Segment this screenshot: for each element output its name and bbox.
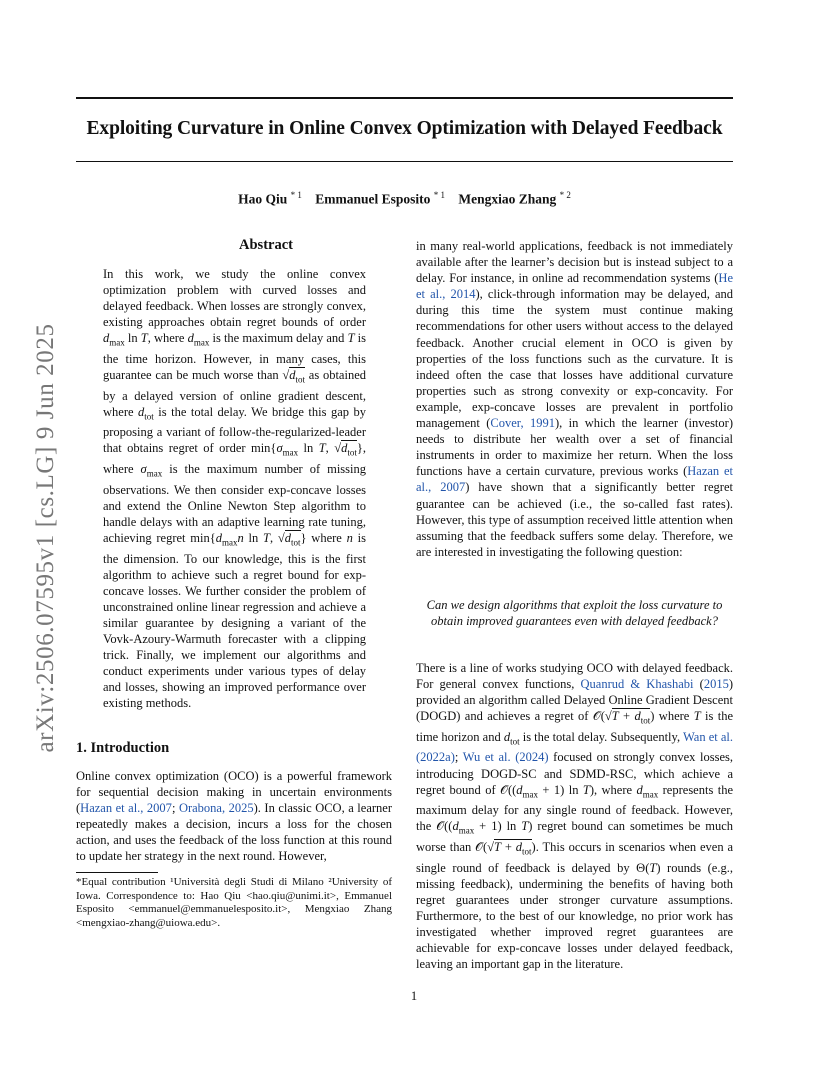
author-name: Hao Qiu: [238, 191, 288, 207]
citation-link[interactable]: Hazan et al., 2007: [80, 801, 172, 815]
citation-link[interactable]: Wu et al. (2024): [462, 750, 549, 765]
title-rule-bottom: [76, 161, 733, 162]
citation-link[interactable]: Hazan et al., 2007: [416, 464, 733, 495]
arxiv-stamp: arXiv:2506.07595v1 [cs.LG] 9 Jun 2025: [32, 323, 59, 753]
citation-link[interactable]: Quanrud & Khashabi: [580, 677, 694, 692]
right-column-body: in many real-world applications, feedback is not immediately available after the learner’s decision but is instead subject to a delay. For instance, in online ad recommendation systems (He et al., 2014), click-through information may be delayed, and during this time the system must continue making recommendations for other users without access to the delayed feedback. Another crucial element in OCO is given by properties of the loss functions such as the curvature. It is indeed often the case that losses have additional curvature properties such as strong convexity or exp-concavity. For example, exp-concave losses are prevalent in portfolio management (Cover, 1991), in which the learner (investor) needs to distribute her wealth over a set of financial instruments in order to maximize her return. When the loss functions have a certain curvature, previous works (Hazan et al., 2007) have shown that a significantly better regret guarantee can be achieved (i.e., the so-called fast rates). However, this type of assumption received little attention when assuming that the feedback suffers some delay. Therefore, we are interested in investigating the following question:: [416, 239, 733, 559]
footnote-rule: [76, 872, 158, 873]
author-list: [76, 190, 733, 208]
author-name: Mengxiao Zhang: [458, 191, 557, 207]
page-number: 1: [410, 989, 418, 1003]
citation-link[interactable]: Orabona, 2025: [178, 801, 254, 815]
section-heading-introduction: 1. Introduction: [76, 740, 170, 756]
citation-link[interactable]: 2015: [703, 677, 729, 692]
paper-title: Exploiting Curvature in Online Convex Optimization with Delayed Feedback: [86, 118, 723, 139]
author-name: Emmanuel Esposito: [315, 191, 431, 207]
author-marks: * 1: [290, 190, 302, 200]
research-question: Can we design algorithms that exploit the loss curvature to obtain improved guarantees even with delayed feedback?: [426, 598, 723, 628]
citation-link[interactable]: He et al., 2014: [416, 271, 733, 302]
title-rule-top: [76, 97, 733, 99]
citation-link[interactable]: Wan et al. (2022a): [416, 729, 734, 765]
citation-link[interactable]: Cover, 1991: [490, 416, 555, 431]
footnote: *Equal contribution ¹Università degli Studi di Milano ²University of Iowa. Correspondence to: Hao Qiu <hao.qiu@unimi.it>, Emmanuel Esposito <emmanuel@emmanuelesposito.it>, Mengxiao Zhang <mengxiao-zhang@uiowa.edu>.: [76, 876, 392, 929]
right-column-related-work: There is a line of works studying OCO with delayed feedback. For general convex functions, Quanrud & Khashabi (2015) provided an algorithm called Delayed Online Gradient Descent (DOGD) and achieves a regret of 𝒪(√T + $d_{tot}$) where T is the time horizon and $d_{tot}$ is the total delay. Subsequently, Wan et al. (2022a); Wu et al. (2024) focused on strongly convex losses, introducing DOGD-SC and SDMD-RSC, which achieve a regret bound of $𝒪((d_{max} + 1)$ ln T), where $d_{max}$ represents the maximum delay for any single round of feedback. However, the $𝒪((d_{max} + 1)$ ln T) regret bound can sometimes be much worse than 𝒪(√T + $d_{tot}$). This occurs in scenarios when even a single round of feedback is delayed by Θ(T) rounds (e.g., missing feedback), undermining the benefits of having both regret guarantees under stronger curvature assumptions. Furthermore, to the best of our knowledge, no prior work has investigated whether improved regret guarantees are achievable for exp-concave losses under delayed feedback, leaving an important gap in the literature.: [416, 661, 734, 972]
abstract-heading: Abstract: [239, 237, 293, 253]
introduction-body: Online convex optimization (OCO) is a powerful framework for sequential decision making in uncertain environments (Hazan et al., 2007; Orabona, 2025). In classic OCO, a learner repeatedly makes a decision, incurs a loss for the chosen action, and uses the feedback of the loss function at this round to update her strategy in the next round. However,: [76, 769, 392, 863]
author-marks: * 2: [559, 190, 571, 200]
abstract-body: In this work, we study the online convex optimization problem with curved losses and delayed feedback. When losses are strongly convex, existing approaches obtain regret bounds of order $d_{max}$ ln T, where $d_{max}$ is the maximum delay and T is the time horizon. However, in many cases, this guarantee can be much worse than $√d_{tot}$ as obtained by a delayed version of online gradient descent, where $d_{tot}$ is the total delay. We bridge this gap by proposing a variant of follow-the-regularized-leader that obtains regret of order $\min\{\sigma_{max}$ ln T, $√d_{tot}$}, where $\sigma_{max}$ is the maximum number of missing observations. We then consider exp-concave losses and extend the Online Newton Step algorithm to handle delays with an adaptive learning rate tuning, achieving regret $\min\{d_{max}n$ ln T, $√d_{tot}$} where n is the dimension. To our knowledge, this is the first algorithm to achieve such a regret bound for exp-concave losses. We further consider the problem of unconstrained online linear regression and achieve a similar guarantee by designing a variant of the Vovk-Azoury-Warmuth forecaster with a clipping trick. Finally, we implement our algorithms and conduct experiments under various types of delay and losses, showing an improved performance over existing methods.: [103, 267, 366, 711]
author-marks: * 1: [433, 190, 446, 200]
